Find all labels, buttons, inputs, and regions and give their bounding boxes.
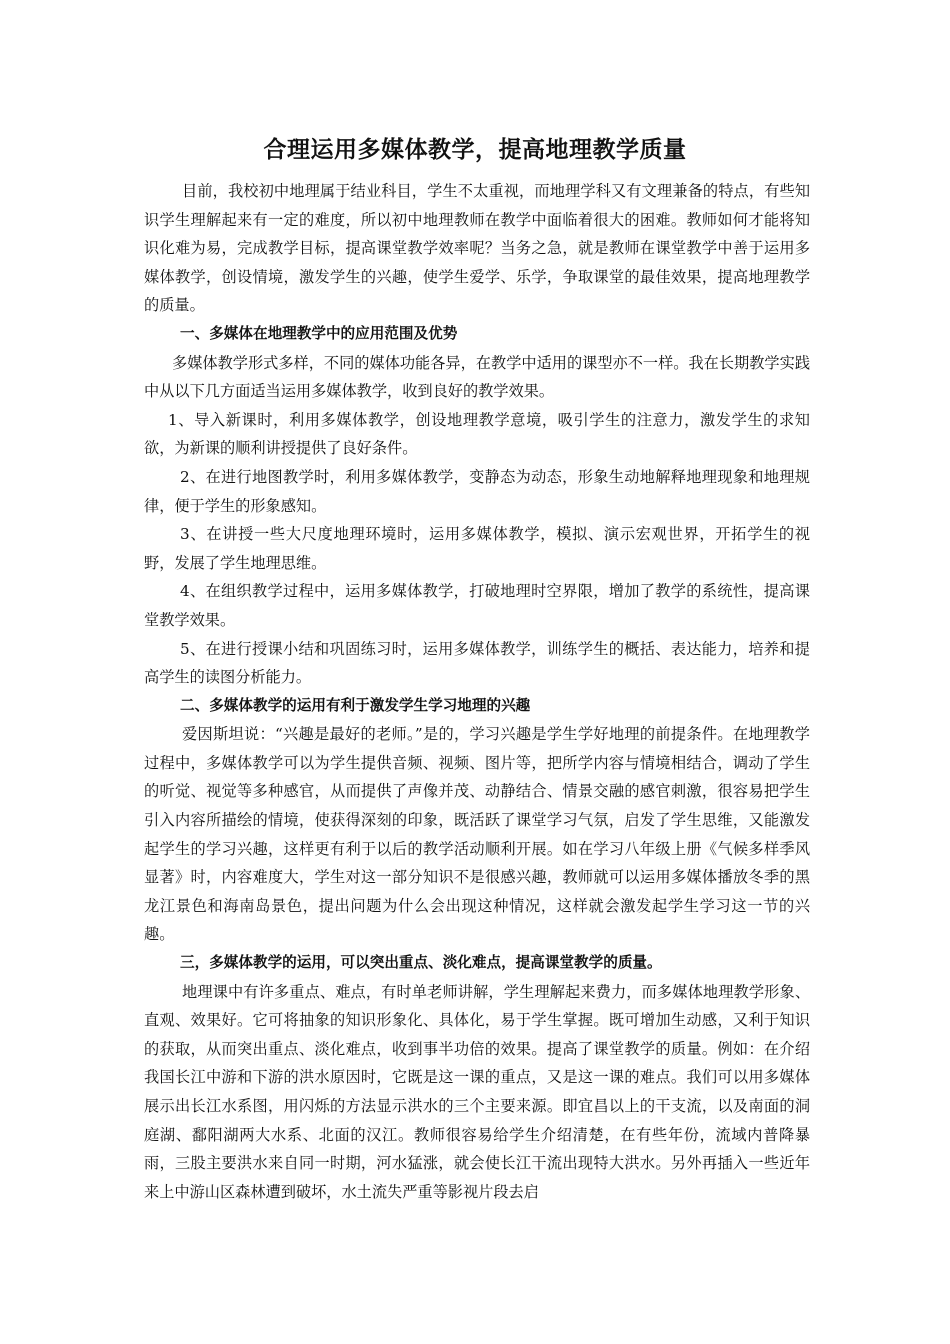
section-heading-1: 一、多媒体在地理教学中的应用范围及优势 (180, 324, 458, 342)
document-body (144, 177, 810, 1206)
section-heading-2: 二、多媒体教学的运用有利于激发学生学习地理的兴趣 (180, 696, 531, 714)
section-2-paragraph: 爱因斯坦说：“兴趣是最好的老师。”是的，学习兴趣是学生学好地理的前提条件。在地理教学过程中，多媒体教学可以为学生提供音频、视频、图片等，把所学内容与情境相结合，调动了学生的听觉、视觉等多种感官，从而提供了声像并茂、动静结合、情景交融的感官刺激，很容易把学生引入内容所描绘的情境，使获得深刻的印象，既活跃了课堂学习气氛，启发了学生思维，又能激发起学生的学习兴趣，这样更有利于以后的教学活动顺利开展。如在学习八年级上册《气候多样季风显著》时，内容难度大，学生对这一部分知识不是很感兴趣，教师就可以运用多媒体播放冬季的黑龙江景色和海南岛景色，提出问题为什么会出现这种情况，这样就会激发起学生学习这一节的兴趣。 (144, 725, 810, 944)
intro-paragraph: 目前，我校初中地理属于结业科目，学生不太重视，而地理学科又有文理兼备的特点，有些知识学生理解起来有一定的难度，所以初中地理教师在教学中面临着很大的困难。教师如何才能将知识化难为易，完成教学目标，提高课堂教学效率呢？当务之急，就是教师在课堂教学中善于运用多媒体教学，创设情境，激发学生的兴趣，使学生爱学、乐学，争取课堂的最佳效果，提高地理教学的质量。 (144, 182, 810, 315)
section-1-paragraph: 多媒体教学形式多样，不同的媒体功能各异，在教学中适用的课型亦不一样。我在长期教学实践中从以下几方面适当运用多媒体教学，收到良好的教学效果。 (144, 353, 810, 401)
list-item-4: 4、在组织教学过程中，运用多媒体教学，打破地理时空界限，增加了教学的系统性，提高课堂教学效果。 (144, 582, 810, 629)
document-title: 合理运用多媒体教学，提高地理教学质量 (263, 137, 687, 163)
list-item-5: 5、在进行授课小结和巩固练习时，运用多媒体教学，训练学生的概括、表达能力，培养和提高学生的读图分析能力。 (144, 639, 810, 687)
list-item-3: 3、在讲授一些大尺度地理环境时，运用多媒体教学，模拟、演示宏观世界，开拓学生的视野，发展了学生地理思维。 (144, 525, 810, 572)
list-item-1: 1、导入新课时，利用多媒体教学，创设地理教学意境，吸引学生的注意力，激发学生的求知欲，为新课的顺利讲授提供了良好条件。 (144, 410, 810, 458)
section-heading-3: 三，多媒体教学的运用，可以突出重点、淡化难点，提高课堂教学的质量。 (180, 954, 662, 972)
list-item-2: 2、在进行地图教学时，利用多媒体教学，变静态为动态，形象生动地解释地理现象和地理规律，便于学生的形象感知。 (144, 467, 810, 515)
section-3-paragraph: 地理课中有许多重点、难点，有时单老师讲解，学生理解起来费力，而多媒体地理教学形象、直观、效果好。它可将抽象的知识形象化、具体化，易于学生掌握。既可增加生动感，又利于知识的获取，从而突出重点、淡化难点，收到事半功倍的效果。提高了课堂教学的质量。例如：在介绍我国长江中游和下游的洪水原因时，它既是这一课的重点，又是这一课的难点。我们可以用多媒体展示出长江水系图，用闪烁的方法显示洪水的三个主要来源。即宜昌以上的干支流，以及南面的洞庭湖、鄱阳湖两大水系、北面的汉江。教师很容易给学生介绍清楚，在有些年份，流域内普降暴雨，三股主要洪水来自同一时期，河水猛涨，就会使长江干流出现特大洪水。另外再插入一些近年来上中游山区森林遭到破坏，水土流失严重等影视片段去启 (144, 982, 810, 1201)
